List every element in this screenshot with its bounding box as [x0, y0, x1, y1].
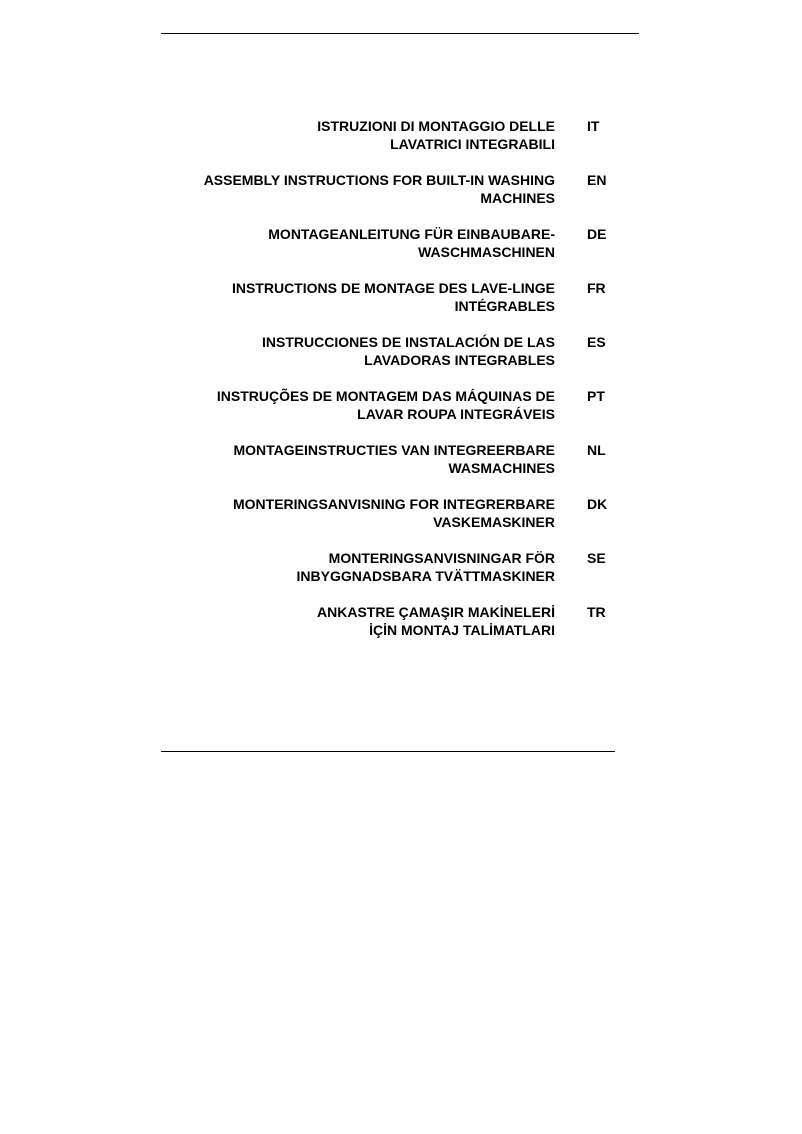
language-code: IT — [587, 118, 600, 134]
language-entry-pt — [150, 387, 630, 423]
entry-title-line1: MONTERINGSANVISNING FOR INTEGRERBARE — [232, 496, 555, 512]
entry-title-line2: MACHINES — [480, 190, 555, 206]
entry-title — [150, 225, 555, 261]
entry-title-line2: INTÉGRABLES — [454, 298, 555, 314]
language-code: NL — [587, 442, 606, 458]
entry-title — [150, 387, 555, 423]
entry-title — [150, 333, 555, 369]
language-code: DK — [587, 496, 608, 512]
entry-title-line2: LAVATRICI INTEGRABILI — [390, 136, 555, 152]
entry-title-line1: INSTRUCCIONES DE INSTALACIÓN DE LAS — [262, 334, 555, 350]
entry-title-line2: LAVADORAS INTEGRABLES — [364, 352, 555, 368]
entry-title-line2: LAVAR ROUPA INTEGRÁVEIS — [357, 406, 555, 422]
language-entry-dk — [150, 495, 630, 531]
bottom-rule — [161, 751, 615, 752]
top-rule — [161, 33, 639, 34]
entry-title-line2: İÇİN MONTAJ TALİMATLARI — [369, 622, 555, 638]
entry-title-line2: WASCHMASCHINEN — [418, 244, 555, 260]
entry-title-line1: MONTERINGSANVISNINGAR FÖR — [328, 550, 555, 566]
entry-title — [150, 549, 555, 585]
language-entry-tr — [150, 603, 630, 639]
language-code: DE — [587, 226, 607, 242]
entry-title-line1: INSTRUCTIONS DE MONTAGE DES LAVE-LINGE — [231, 280, 555, 296]
language-entry-fr — [150, 279, 630, 315]
language-entry-de — [150, 225, 630, 261]
entry-title-line2: INBYGGNADSBARA TVÄTTMASKINER — [296, 568, 555, 584]
language-entry-it — [150, 117, 630, 153]
entry-title — [150, 603, 555, 639]
language-entry-se — [150, 549, 630, 585]
language-entry-en — [150, 171, 630, 207]
language-code: EN — [587, 172, 607, 188]
language-entry-nl — [150, 441, 630, 477]
entry-title-line1: INSTRUÇÕES DE MONTAGEM DAS MÁQUINAS DE — [216, 388, 555, 404]
entry-title — [150, 117, 555, 153]
entry-title — [150, 441, 555, 477]
entry-title-line1: MONTAGEINSTRUCTIES VAN INTEGREERBARE — [233, 442, 555, 458]
language-code: SE — [587, 550, 606, 566]
entry-title — [150, 279, 555, 315]
entry-title-line2: VASKEMASKINER — [433, 514, 555, 530]
entry-title — [150, 171, 555, 207]
language-entry-es — [150, 333, 630, 369]
language-code: ES — [587, 334, 606, 350]
language-code: PT — [587, 388, 605, 404]
entry-title — [150, 495, 555, 531]
entry-title-line1: MONTAGEANLEITUNG FÜR EINBAUBARE- — [268, 226, 555, 242]
entry-title-line2: WASMACHINES — [448, 460, 555, 476]
language-index — [150, 117, 630, 657]
language-code: FR — [587, 280, 606, 296]
entry-title-line1: ASSEMBLY INSTRUCTIONS FOR BUILT-IN WASHING — [203, 172, 555, 188]
entry-title-line1: ISTRUZIONI DI MONTAGGIO DELLE — [317, 118, 555, 134]
entry-title-line1: ANKASTRE ÇAMAŞIR MAKİNELERİ — [317, 604, 555, 620]
language-code: TR — [587, 604, 606, 620]
